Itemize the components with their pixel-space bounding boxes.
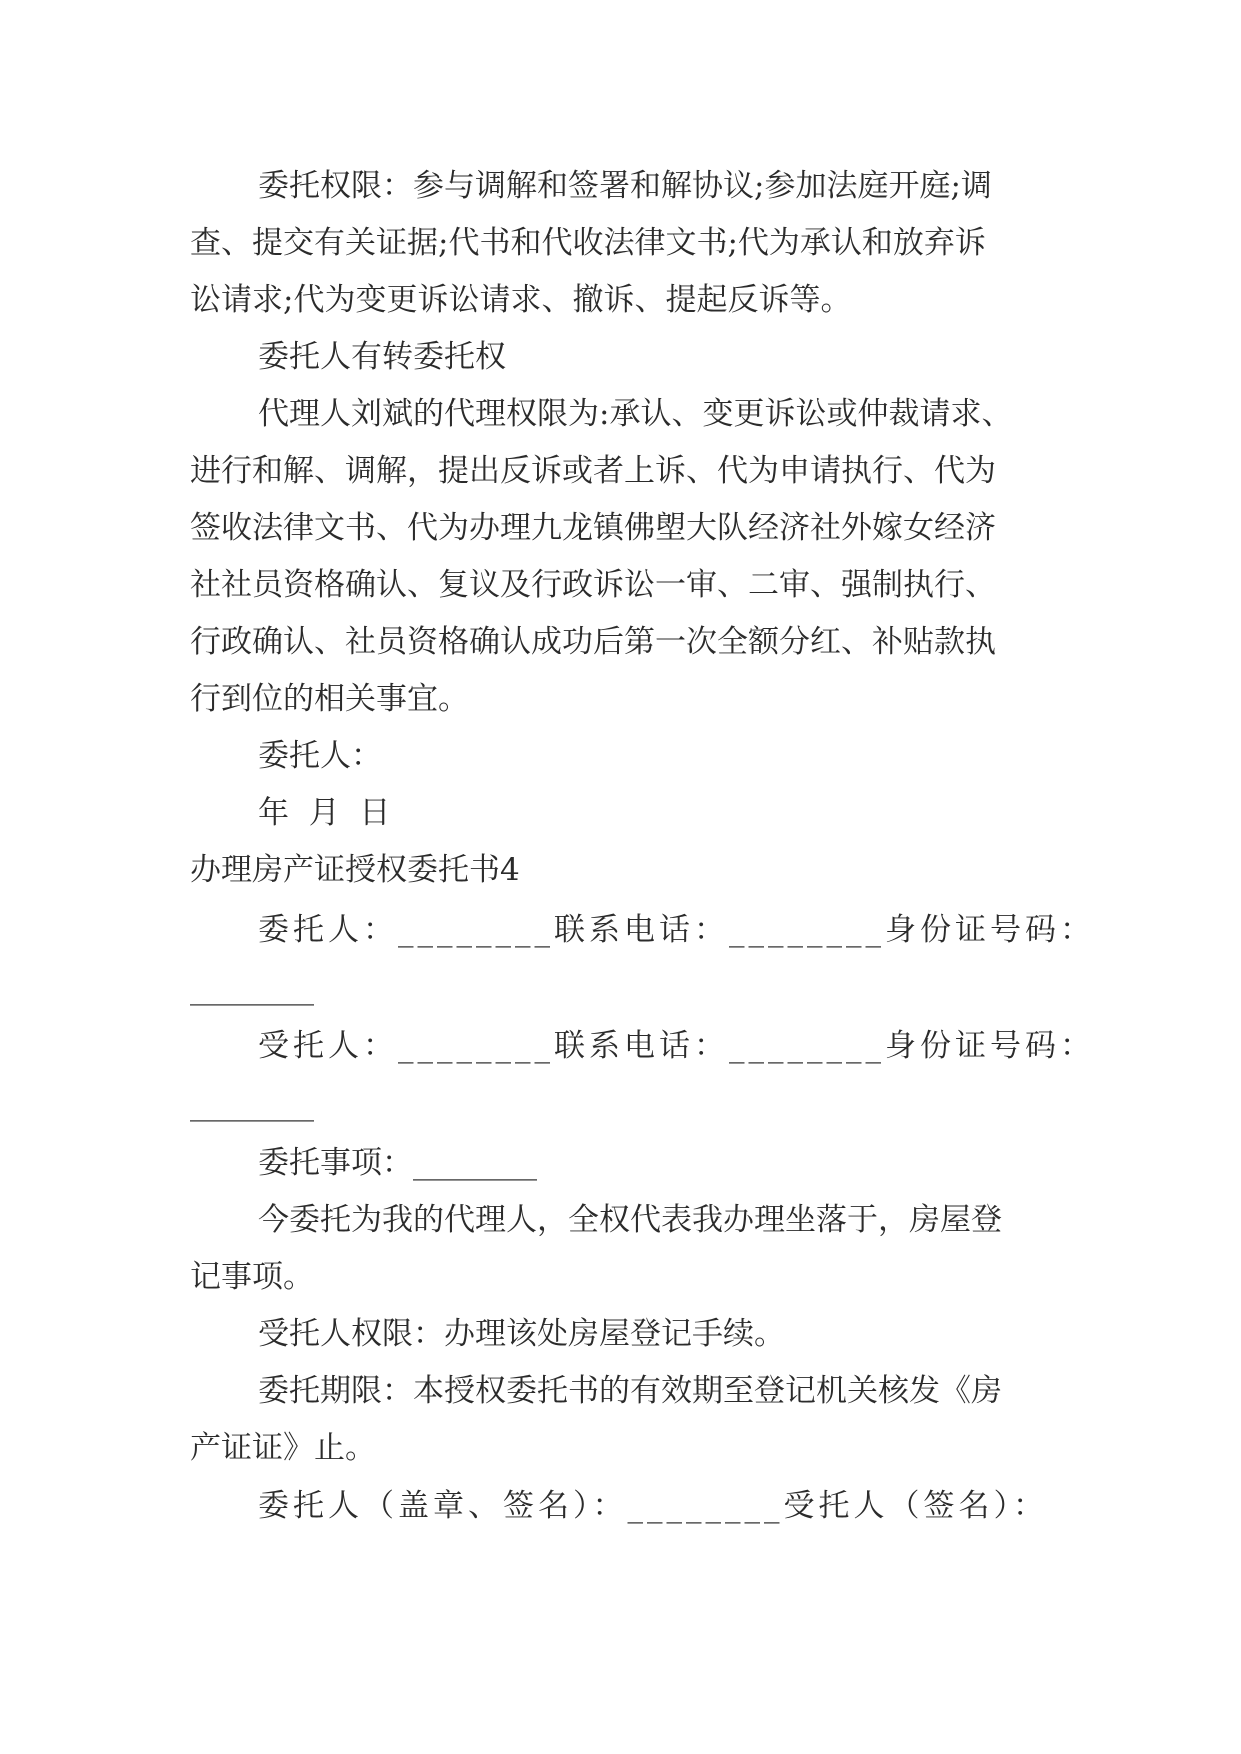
paragraph-line: 行到位的相关事宜。	[190, 681, 469, 717]
paragraph-line: 代理人刘斌的代理权限为:承认、变更诉讼或仲裁请求、	[258, 396, 1013, 432]
blank-underline: ________	[190, 1086, 314, 1122]
paragraph-line: 讼请求;代为变更诉讼请求、撤诉、提起反诉等。	[190, 282, 852, 318]
paragraph-line: 记事项。	[190, 1259, 314, 1295]
paragraph-line: 行政确认、社员资格确认成功后第一次全额分红、补贴款执	[190, 624, 996, 660]
paragraph-line: 委托人有转委托权	[258, 339, 506, 375]
paragraph-line: 委托人：	[258, 738, 382, 774]
paragraph-line: 进行和解、调解，提出反诉或者上诉、代为申请执行、代为	[190, 453, 996, 489]
paragraph-line: 委托期限：本授权委托书的有效期至登记机关核发《房	[258, 1373, 1002, 1409]
signature-line: 委托人（盖章、签名）：________受托人（签名）：	[258, 1488, 1048, 1524]
blank-underline: ________	[190, 970, 314, 1006]
form-field-line: 受托人：________联系电话：________身份证号码：	[258, 1028, 1095, 1064]
form-field-line: 委托事项：________	[258, 1145, 537, 1181]
section-title: 办理房产证授权委托书4	[190, 852, 520, 888]
paragraph-line: 查、提交有关证据;代书和代收法律文书;代为承认和放弃诉	[190, 225, 986, 261]
date-line: 年 月 日	[258, 795, 391, 831]
form-field-line: 委托人：________联系电话：________身份证号码：	[258, 912, 1095, 948]
paragraph-line: 委托权限：参与调解和签署和解协议;参加法庭开庭;调	[258, 168, 992, 204]
paragraph-line: 社社员资格确认、复议及行政诉讼一审、二审、强制执行、	[190, 567, 996, 603]
paragraph-line: 签收法律文书、代为办理九龙镇佛塱大队经济社外嫁女经济	[190, 510, 996, 546]
paragraph-line: 今委托为我的代理人，全权代表我办理坐落于，房屋登	[258, 1202, 1002, 1238]
paragraph-line: 受托人权限：办理该处房屋登记手续。	[258, 1316, 785, 1352]
paragraph-line: 产证证》止。	[190, 1430, 376, 1466]
